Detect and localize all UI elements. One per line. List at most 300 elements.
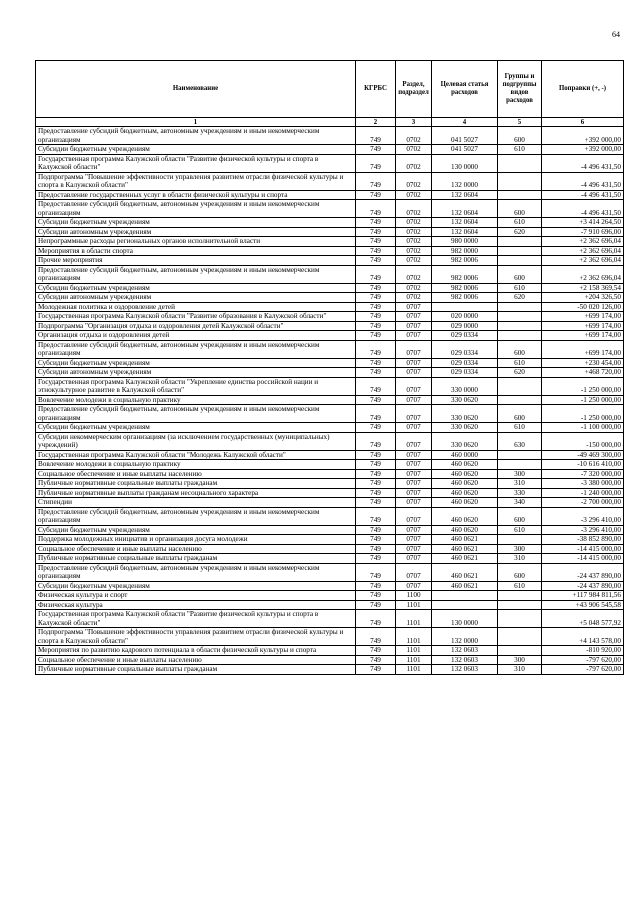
row-expense-type: 610 — [498, 423, 542, 433]
row-name: Субсидии бюджетным учреждениям — [36, 358, 356, 368]
row-section: 0707 — [396, 507, 432, 525]
row-target-article: 132 0603 — [432, 646, 498, 656]
row-kgrbs: 749 — [356, 610, 396, 628]
row-name: Субсидии бюджетным учреждениям — [36, 581, 356, 591]
col-number: 4 — [432, 118, 498, 127]
row-section: 0707 — [396, 340, 432, 358]
row-target-article: 029 0000 — [432, 321, 498, 331]
row-expense-type: 610 — [498, 358, 542, 368]
row-expense-type: 600 — [498, 507, 542, 525]
row-target-article: 982 0006 — [432, 283, 498, 293]
row-target-article: 982 0006 — [432, 265, 498, 283]
row-expense-type — [498, 395, 542, 405]
table-row — [36, 591, 624, 601]
row-expense-type: 610 — [498, 218, 542, 228]
row-kgrbs: 749 — [356, 535, 396, 545]
table-row — [36, 460, 624, 470]
row-amendment: +2 158 369,54 — [542, 283, 624, 293]
row-name: Социальное обеспечение и иные выплаты населению — [36, 544, 356, 554]
row-amendment: -1 250 000,00 — [542, 405, 624, 423]
row-name: Субсидии бюджетным учреждениям — [36, 145, 356, 155]
row-section: 0702 — [396, 265, 432, 283]
row-kgrbs: 749 — [356, 218, 396, 228]
table-row — [36, 331, 624, 341]
row-kgrbs: 749 — [356, 331, 396, 341]
row-target-article: 460 0621 — [432, 563, 498, 581]
row-target-article: 029 0334 — [432, 340, 498, 358]
table-row — [36, 312, 624, 322]
row-expense-type: 310 — [498, 665, 542, 675]
row-amendment: +117 984 811,56 — [542, 591, 624, 601]
header-kgrbs: КГРБС — [356, 61, 396, 118]
row-kgrbs: 749 — [356, 655, 396, 665]
row-expense-type — [498, 312, 542, 322]
table-row — [36, 479, 624, 489]
row-section: 0707 — [396, 498, 432, 508]
col-number: 6 — [542, 118, 624, 127]
row-name: Предоставление субсидий бюджетным, автономным учреждениям и иным некоммерческим организациям — [36, 563, 356, 581]
row-amendment: -7 320 000,00 — [542, 469, 624, 479]
row-target-article: 460 0621 — [432, 581, 498, 591]
row-amendment: -797 620,00 — [542, 655, 624, 665]
row-target-article: 029 0334 — [432, 358, 498, 368]
col-number: 1 — [36, 118, 356, 127]
row-amendment: +699 174,00 — [542, 312, 624, 322]
row-expense-type: 330 — [498, 488, 542, 498]
row-target-article: 460 0621 — [432, 554, 498, 564]
row-name: Прочие мероприятия — [36, 256, 356, 266]
table-row — [36, 646, 624, 656]
row-name: Субсидии бюджетным учреждениям — [36, 283, 356, 293]
row-target-article: 460 0620 — [432, 525, 498, 535]
row-amendment: +699 174,00 — [542, 321, 624, 331]
row-target-article: 330 0620 — [432, 395, 498, 405]
row-amendment: +392 000,00 — [542, 145, 624, 155]
table-row — [36, 265, 624, 283]
row-section: 0702 — [396, 227, 432, 237]
row-target-article: 460 0620 — [432, 479, 498, 489]
table-row — [36, 256, 624, 266]
row-kgrbs: 749 — [356, 395, 396, 405]
col-number: 2 — [356, 118, 396, 127]
table-row — [36, 395, 624, 405]
header-section: Раздел, подраздел — [396, 61, 432, 118]
row-section: 0707 — [396, 563, 432, 581]
table-row — [36, 237, 624, 247]
table-row — [36, 368, 624, 378]
row-kgrbs: 749 — [356, 293, 396, 303]
row-section: 0707 — [396, 469, 432, 479]
row-name: Предоставление субсидий бюджетным, автономным учреждениям и иным некоммерческим организациям — [36, 265, 356, 283]
row-expense-type — [498, 154, 542, 172]
table-row — [36, 600, 624, 610]
row-amendment: -24 437 890,00 — [542, 581, 624, 591]
row-kgrbs: 749 — [356, 377, 396, 395]
row-expense-type: 600 — [498, 340, 542, 358]
table-row — [36, 321, 624, 331]
row-kgrbs: 749 — [356, 563, 396, 581]
row-section: 0707 — [396, 312, 432, 322]
row-expense-type: 610 — [498, 145, 542, 155]
row-name: Субсидии бюджетным учреждениям — [36, 423, 356, 433]
row-section: 0702 — [396, 246, 432, 256]
table-row — [36, 145, 624, 155]
table-row — [36, 283, 624, 293]
table-row — [36, 432, 624, 450]
row-name: Стипендии — [36, 498, 356, 508]
row-section: 0707 — [396, 450, 432, 460]
row-target-article: 982 0006 — [432, 293, 498, 303]
row-kgrbs: 749 — [356, 172, 396, 190]
page-number: 64 — [612, 30, 620, 39]
row-expense-type: 310 — [498, 554, 542, 564]
row-name: Подпрограмма "Повышение эффективности управления развитием отрасли физической культуры и спорта в Калужской области" — [36, 628, 356, 646]
row-kgrbs: 749 — [356, 237, 396, 247]
row-kgrbs: 749 — [356, 358, 396, 368]
table-header-row — [36, 61, 624, 118]
row-kgrbs: 749 — [356, 600, 396, 610]
table-row — [36, 554, 624, 564]
row-amendment: -14 415 000,00 — [542, 544, 624, 554]
row-section: 0702 — [396, 127, 432, 145]
row-amendment: +392 000,00 — [542, 127, 624, 145]
row-expense-type: 300 — [498, 469, 542, 479]
row-section: 0702 — [396, 172, 432, 190]
row-amendment: -24 437 890,00 — [542, 563, 624, 581]
row-expense-type: 310 — [498, 479, 542, 489]
row-amendment: -3 380 000,00 — [542, 479, 624, 489]
row-kgrbs: 749 — [356, 665, 396, 675]
row-kgrbs: 749 — [356, 498, 396, 508]
row-amendment: -4 496 431,50 — [542, 200, 624, 218]
row-amendment: -1 250 000,00 — [542, 377, 624, 395]
row-name: Предоставление субсидий бюджетным, автономным учреждениям и иным некоммерческим организациям — [36, 507, 356, 525]
row-name: Субсидии автономным учреждениям — [36, 368, 356, 378]
row-target-article: 130 0000 — [432, 610, 498, 628]
table-row — [36, 655, 624, 665]
row-kgrbs: 749 — [356, 423, 396, 433]
row-section: 0702 — [396, 145, 432, 155]
row-amendment: +204 326,50 — [542, 293, 624, 303]
table-row — [36, 127, 624, 145]
row-section: 0707 — [396, 395, 432, 405]
row-name: Вовлечение молодежи в социальную практику — [36, 460, 356, 470]
row-target-article: 132 0604 — [432, 218, 498, 228]
table-row — [36, 423, 624, 433]
row-amendment: -1 100 000,00 — [542, 423, 624, 433]
row-kgrbs: 749 — [356, 340, 396, 358]
row-expense-type — [498, 331, 542, 341]
row-amendment: -14 415 000,00 — [542, 554, 624, 564]
row-amendment: +699 174,00 — [542, 340, 624, 358]
table-row — [36, 610, 624, 628]
table-row — [36, 218, 624, 228]
row-section: 1100 — [396, 591, 432, 601]
table-row — [36, 535, 624, 545]
row-target-article: 132 0000 — [432, 172, 498, 190]
row-section: 0707 — [396, 479, 432, 489]
row-name: Предоставление субсидий бюджетным, автономным учреждениям и иным некоммерческим организациям — [36, 405, 356, 423]
row-expense-type: 600 — [498, 127, 542, 145]
row-expense-type: 620 — [498, 227, 542, 237]
row-amendment: +4 143 578,00 — [542, 628, 624, 646]
row-amendment: -1 240 000,00 — [542, 488, 624, 498]
row-section: 0702 — [396, 190, 432, 200]
table-row — [36, 563, 624, 581]
row-section: 0707 — [396, 460, 432, 470]
row-amendment: +2 362 696,04 — [542, 246, 624, 256]
row-amendment: -150 000,00 — [542, 432, 624, 450]
row-target-article: 132 0000 — [432, 628, 498, 646]
row-section: 0707 — [396, 368, 432, 378]
row-expense-type — [498, 321, 542, 331]
row-amendment: +2 362 696,04 — [542, 265, 624, 283]
row-amendment: -1 250 000,00 — [542, 395, 624, 405]
table-row — [36, 377, 624, 395]
row-kgrbs: 749 — [356, 581, 396, 591]
row-kgrbs: 749 — [356, 368, 396, 378]
row-name: Государственная программа Калужской области "Молодежь Калужской области" — [36, 450, 356, 460]
table-row — [36, 302, 624, 312]
row-expense-type: 600 — [498, 200, 542, 218]
row-section: 0707 — [396, 331, 432, 341]
table-row — [36, 190, 624, 200]
row-kgrbs: 749 — [356, 405, 396, 423]
table-row — [36, 450, 624, 460]
row-kgrbs: 749 — [356, 227, 396, 237]
row-target-article — [432, 302, 498, 312]
row-section: 0702 — [396, 200, 432, 218]
row-name: Предоставление субсидий бюджетным, автономным учреждениям и иным некоммерческим организациям — [36, 340, 356, 358]
row-target-article: 460 0620 — [432, 488, 498, 498]
row-name: Вовлечение молодежи в социальную практику — [36, 395, 356, 405]
row-expense-type: 300 — [498, 655, 542, 665]
row-amendment: -4 496 431,50 — [542, 190, 624, 200]
row-section: 1101 — [396, 610, 432, 628]
row-section: 0707 — [396, 544, 432, 554]
row-target-article: 980 0000 — [432, 237, 498, 247]
row-section: 0707 — [396, 321, 432, 331]
row-name: Предоставление субсидий бюджетным, автономным учреждениям и иным некоммерческим организациям — [36, 200, 356, 218]
row-target-article: 460 0621 — [432, 535, 498, 545]
row-section: 0702 — [396, 218, 432, 228]
row-target-article — [432, 591, 498, 601]
row-expense-type: 620 — [498, 293, 542, 303]
row-target-article: 132 0603 — [432, 655, 498, 665]
row-kgrbs: 749 — [356, 312, 396, 322]
row-name: Субсидии бюджетным учреждениям — [36, 218, 356, 228]
row-target-article: 041 5027 — [432, 127, 498, 145]
row-kgrbs: 749 — [356, 646, 396, 656]
row-name: Предоставление государственных услуг в области физической культуры и спорта — [36, 190, 356, 200]
row-name: Физическая культура — [36, 600, 356, 610]
row-amendment: +230 454,00 — [542, 358, 624, 368]
table-row — [36, 340, 624, 358]
row-expense-type: 620 — [498, 368, 542, 378]
row-name: Организация отдыха и оздоровления детей — [36, 331, 356, 341]
row-target-article: 460 0620 — [432, 507, 498, 525]
row-name: Непрограммные расходы региональных органов исполнительной власти — [36, 237, 356, 247]
row-target-article: 132 0604 — [432, 200, 498, 218]
table-row — [36, 246, 624, 256]
table-row — [36, 488, 624, 498]
row-target-article: 132 0603 — [432, 665, 498, 675]
row-expense-type: 610 — [498, 581, 542, 591]
row-expense-type — [498, 610, 542, 628]
header-name: Наименование — [36, 61, 356, 118]
row-expense-type: 600 — [498, 265, 542, 283]
row-amendment: +5 048 577,92 — [542, 610, 624, 628]
row-amendment: +3 414 264,50 — [542, 218, 624, 228]
row-expense-type: 630 — [498, 432, 542, 450]
row-expense-type: 600 — [498, 563, 542, 581]
row-section: 0707 — [396, 432, 432, 450]
row-target-article: 330 0620 — [432, 432, 498, 450]
row-expense-type — [498, 256, 542, 266]
table-row — [36, 498, 624, 508]
row-name: Государственная программа Калужской области "Развитие физической культуры и спорта в Калужской области" — [36, 610, 356, 628]
row-expense-type — [498, 646, 542, 656]
row-expense-type — [498, 460, 542, 470]
row-target-article: 330 0620 — [432, 423, 498, 433]
row-target-article: 460 0621 — [432, 544, 498, 554]
row-expense-type — [498, 591, 542, 601]
row-kgrbs: 749 — [356, 302, 396, 312]
row-amendment: -7 910 696,00 — [542, 227, 624, 237]
row-kgrbs: 749 — [356, 283, 396, 293]
row-expense-type: 610 — [498, 525, 542, 535]
row-section: 0707 — [396, 358, 432, 368]
row-section: 1101 — [396, 665, 432, 675]
row-kgrbs: 749 — [356, 265, 396, 283]
table-row — [36, 200, 624, 218]
row-name: Мероприятия по развитию кадрового потенциала в области физической культуры и спорта — [36, 646, 356, 656]
table-row — [36, 665, 624, 675]
row-kgrbs: 749 — [356, 256, 396, 266]
table-row — [36, 525, 624, 535]
row-section: 0702 — [396, 283, 432, 293]
row-kgrbs: 749 — [356, 246, 396, 256]
row-amendment: -50 020 126,00 — [542, 302, 624, 312]
row-amendment: -3 296 410,00 — [542, 507, 624, 525]
row-amendment: +43 906 545,58 — [542, 600, 624, 610]
row-expense-type — [498, 628, 542, 646]
row-expense-type: 300 — [498, 544, 542, 554]
row-target-article: 460 0620 — [432, 498, 498, 508]
row-target-article: 460 0620 — [432, 460, 498, 470]
row-section: 0702 — [396, 237, 432, 247]
row-section: 0702 — [396, 154, 432, 172]
row-expense-type — [498, 377, 542, 395]
row-kgrbs: 749 — [356, 479, 396, 489]
row-name: Молодежная политика и оздоровление детей — [36, 302, 356, 312]
row-name: Социальное обеспечение и иные выплаты населению — [36, 655, 356, 665]
row-expense-type: 610 — [498, 283, 542, 293]
header-target-article: Целевая статья расходов — [432, 61, 498, 118]
row-name: Субсидии автономным учреждениям — [36, 293, 356, 303]
row-target-article: 041 5027 — [432, 145, 498, 155]
table-row — [36, 154, 624, 172]
row-section: 1101 — [396, 600, 432, 610]
table-body — [36, 127, 624, 675]
row-kgrbs: 749 — [356, 321, 396, 331]
row-expense-type: 340 — [498, 498, 542, 508]
table-row — [36, 544, 624, 554]
row-target-article: 029 0334 — [432, 368, 498, 378]
row-name: Государственная программа Калужской области "Укрепление единства российской нации и этнокультурное развитие в Калужской области" — [36, 377, 356, 395]
row-kgrbs: 749 — [356, 554, 396, 564]
col-number: 5 — [498, 118, 542, 127]
row-target-article — [432, 600, 498, 610]
row-target-article: 029 0334 — [432, 331, 498, 341]
col-number: 3 — [396, 118, 432, 127]
row-section: 0707 — [396, 525, 432, 535]
column-number-row — [36, 118, 624, 127]
table-row — [36, 507, 624, 525]
row-amendment: -797 620,00 — [542, 665, 624, 675]
row-amendment: -2 700 000,00 — [542, 498, 624, 508]
table-row — [36, 469, 624, 479]
row-target-article: 460 0620 — [432, 469, 498, 479]
row-expense-type — [498, 600, 542, 610]
row-name: Мероприятия в области спорта — [36, 246, 356, 256]
row-section: 0707 — [396, 377, 432, 395]
row-name: Поддержка молодежных инициатив и организация досуга молодежи — [36, 535, 356, 545]
row-amendment: -10 616 410,00 — [542, 460, 624, 470]
table-row — [36, 581, 624, 591]
row-kgrbs: 749 — [356, 190, 396, 200]
row-section: 0707 — [396, 554, 432, 564]
row-section: 0707 — [396, 423, 432, 433]
row-amendment: +2 362 696,04 — [542, 237, 624, 247]
row-section: 1101 — [396, 646, 432, 656]
row-kgrbs: 749 — [356, 591, 396, 601]
row-kgrbs: 749 — [356, 469, 396, 479]
row-name: Публичные нормативные социальные выплаты гражданам — [36, 479, 356, 489]
row-amendment: +2 362 696,04 — [542, 256, 624, 266]
row-kgrbs: 749 — [356, 145, 396, 155]
row-target-article: 982 0006 — [432, 256, 498, 266]
row-name: Субсидии некоммерческим организациям (за исключением государственных (муниципальных) учреждений) — [36, 432, 356, 450]
table-row — [36, 358, 624, 368]
row-amendment: -4 496 431,50 — [542, 172, 624, 190]
row-section: 1101 — [396, 628, 432, 646]
row-section: 0707 — [396, 581, 432, 591]
row-name: Подпрограмма "Организация отдыха и оздоровления детей Калужской области" — [36, 321, 356, 331]
row-name: Публичные нормативные социальные выплаты гражданам — [36, 554, 356, 564]
table-row — [36, 405, 624, 423]
row-amendment: -38 852 890,00 — [542, 535, 624, 545]
row-expense-type — [498, 535, 542, 545]
row-kgrbs: 749 — [356, 127, 396, 145]
row-expense-type — [498, 302, 542, 312]
row-kgrbs: 749 — [356, 507, 396, 525]
row-target-article: 132 0604 — [432, 190, 498, 200]
row-target-article: 330 0620 — [432, 405, 498, 423]
row-section: 0707 — [396, 488, 432, 498]
row-kgrbs: 749 — [356, 544, 396, 554]
row-name: Субсидии бюджетным учреждениям — [36, 525, 356, 535]
row-target-article: 130 0000 — [432, 154, 498, 172]
row-name: Предоставление субсидий бюджетным, автономным учреждениям и иным некоммерческим организациям — [36, 127, 356, 145]
row-expense-type — [498, 237, 542, 247]
row-kgrbs: 749 — [356, 432, 396, 450]
header-expense-type: Группы и подгруппы видов расходов — [498, 61, 542, 118]
row-section: 0707 — [396, 405, 432, 423]
row-name: Государственная программа Калужской области "Развитие физической культуры и спорта в Калужской области" — [36, 154, 356, 172]
row-kgrbs: 749 — [356, 488, 396, 498]
row-expense-type — [498, 190, 542, 200]
